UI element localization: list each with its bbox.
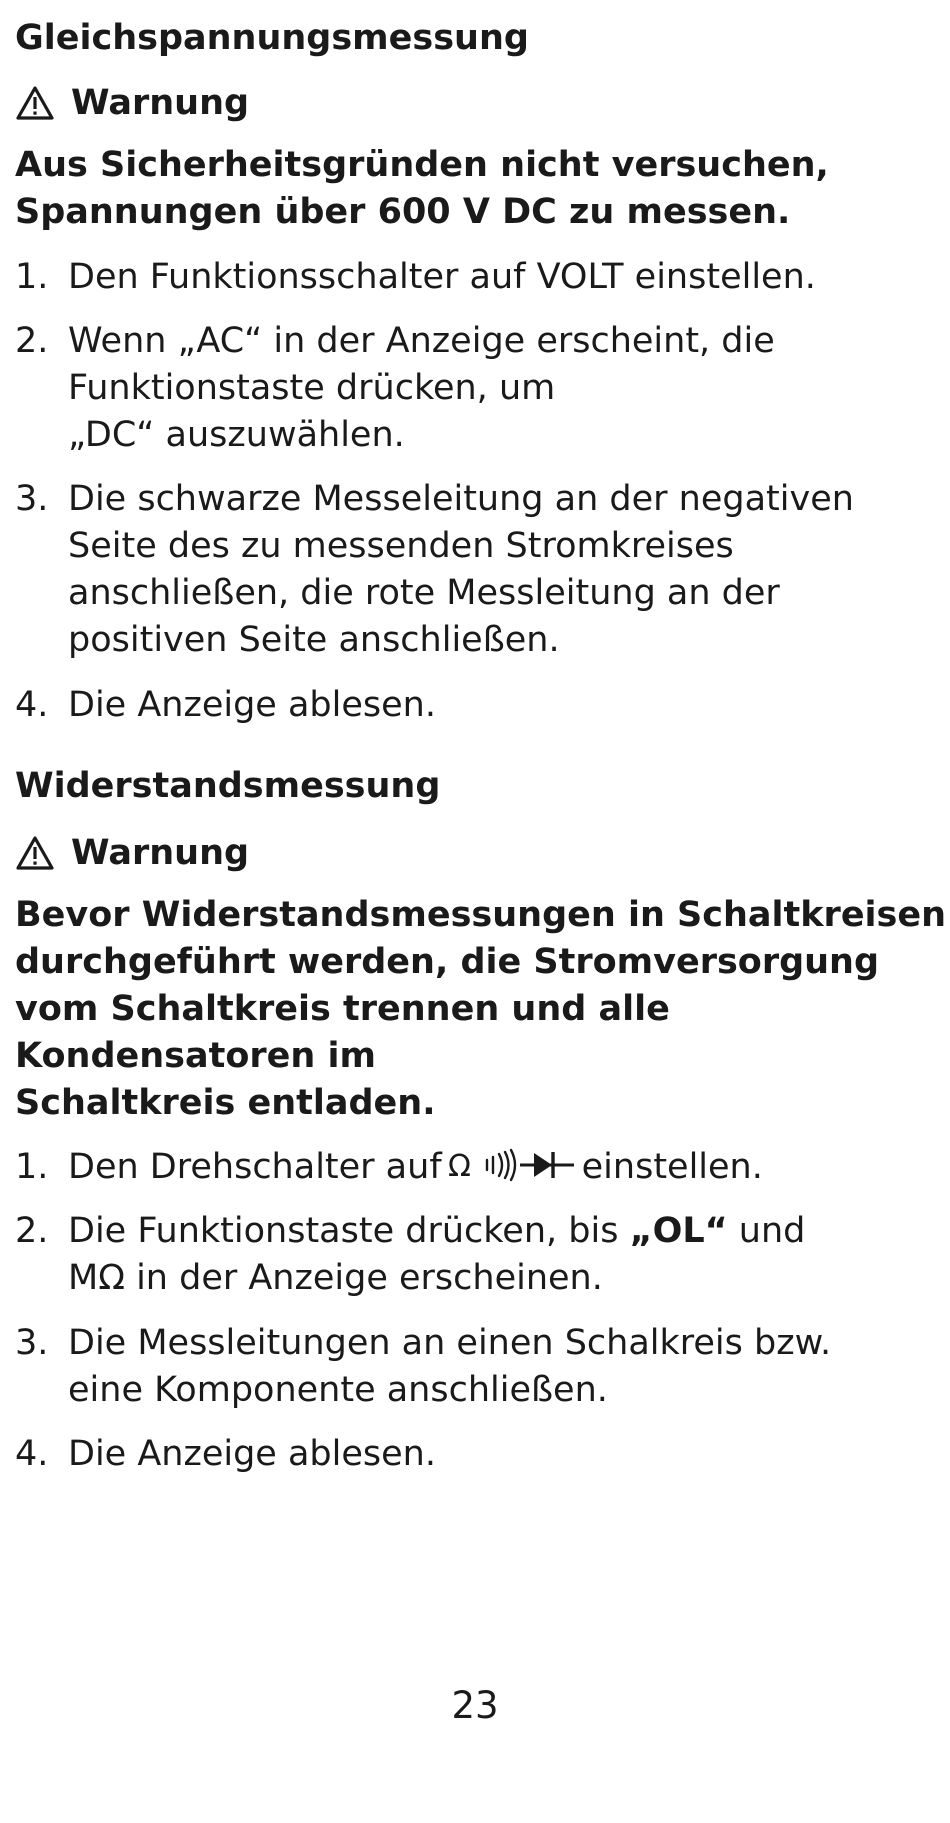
warning-triangle-icon xyxy=(15,835,55,871)
list-line: eine Komponente anschließen. xyxy=(68,1370,608,1410)
warning-title-text: Warnung xyxy=(71,833,250,873)
list-number: 1. xyxy=(15,257,49,297)
list-line xyxy=(68,1144,925,1191)
warning-triangle-icon xyxy=(15,85,55,121)
list-line: „DC“ auszuwählen. xyxy=(68,415,405,455)
section-heading-dc-voltage: Gleichspannungsmessung xyxy=(15,18,529,58)
list-item xyxy=(15,1320,925,1414)
step-text-after: und xyxy=(727,1211,806,1251)
warning-line: Kondensatoren im xyxy=(15,1036,376,1076)
step-text-before: Die Funktionstaste drücken, bis xyxy=(68,1211,630,1251)
step-text-after: einstellen. xyxy=(581,1147,763,1187)
page-number: 23 xyxy=(451,1684,499,1727)
list-number: 4. xyxy=(15,685,49,725)
warning-line: Aus Sicherheitsgründen nicht versuchen, xyxy=(15,145,829,185)
list-line: Die Anzeige ablesen. xyxy=(68,685,436,725)
warning-title xyxy=(15,80,249,126)
list-item xyxy=(15,476,925,664)
list-line: anschließen, die rote Messleitung an der xyxy=(68,573,780,613)
list-line: Seite des zu messenden Stromkreises xyxy=(68,526,734,566)
list-line xyxy=(68,1208,925,1255)
list-item xyxy=(15,1431,925,1478)
list-number: 2. xyxy=(15,1211,49,1251)
list-item xyxy=(15,254,925,301)
continuity-beeper-icon xyxy=(487,1150,515,1180)
list-line: positiven Seite anschließen. xyxy=(68,620,560,660)
warning-line: vom Schaltkreis trennen und alle xyxy=(15,989,670,1029)
list-line: Wenn „AC“ in der Anzeige erscheint, die xyxy=(68,321,775,361)
list-number: 3. xyxy=(15,479,49,519)
list-item xyxy=(15,682,925,729)
list-number: 4. xyxy=(15,1434,49,1474)
ohm-symbol-icon xyxy=(448,1149,471,1182)
warning-title-text: Warnung xyxy=(71,83,250,123)
list-item xyxy=(15,1208,925,1302)
list-line: Die Messleitungen an einen Schalkreis bzw. xyxy=(68,1323,832,1363)
list-line: Den Funktionsschalter auf VOLT einstellen. xyxy=(68,257,816,297)
rotary-position-symbols xyxy=(448,1148,576,1182)
display-ol-text: „OL“ xyxy=(629,1211,728,1251)
diode-icon xyxy=(520,1152,574,1178)
list-line: MΩ in der Anzeige erscheinen. xyxy=(68,1258,603,1298)
warning-title xyxy=(15,830,249,876)
svg-text:Ω: Ω xyxy=(447,1149,471,1182)
list-line: Funktionstaste drücken, um xyxy=(68,368,556,408)
section-heading-resistance: Widerstandsmessung xyxy=(15,766,441,806)
warning-text xyxy=(15,142,915,236)
list-item xyxy=(15,318,925,459)
list-line: Die schwarze Messeleitung an der negativen xyxy=(68,479,854,519)
warning-line: Bevor Widerstandsmessungen in Schaltkreisen xyxy=(15,895,947,935)
list-number: 1. xyxy=(15,1147,49,1187)
warning-text xyxy=(15,892,947,1127)
warning-line: Spannungen über 600 V DC zu messen. xyxy=(15,192,791,232)
list-number: 2. xyxy=(15,321,49,361)
list-number: 3. xyxy=(15,1323,49,1363)
step-text-before: Den Drehschalter auf xyxy=(68,1147,442,1187)
list-item xyxy=(15,1144,925,1191)
warning-line: Schaltkreis entladen. xyxy=(15,1083,436,1123)
warning-line: durchgeführt werden, die Stromversorgung xyxy=(15,942,880,982)
list-line: Die Anzeige ablesen. xyxy=(68,1434,436,1474)
